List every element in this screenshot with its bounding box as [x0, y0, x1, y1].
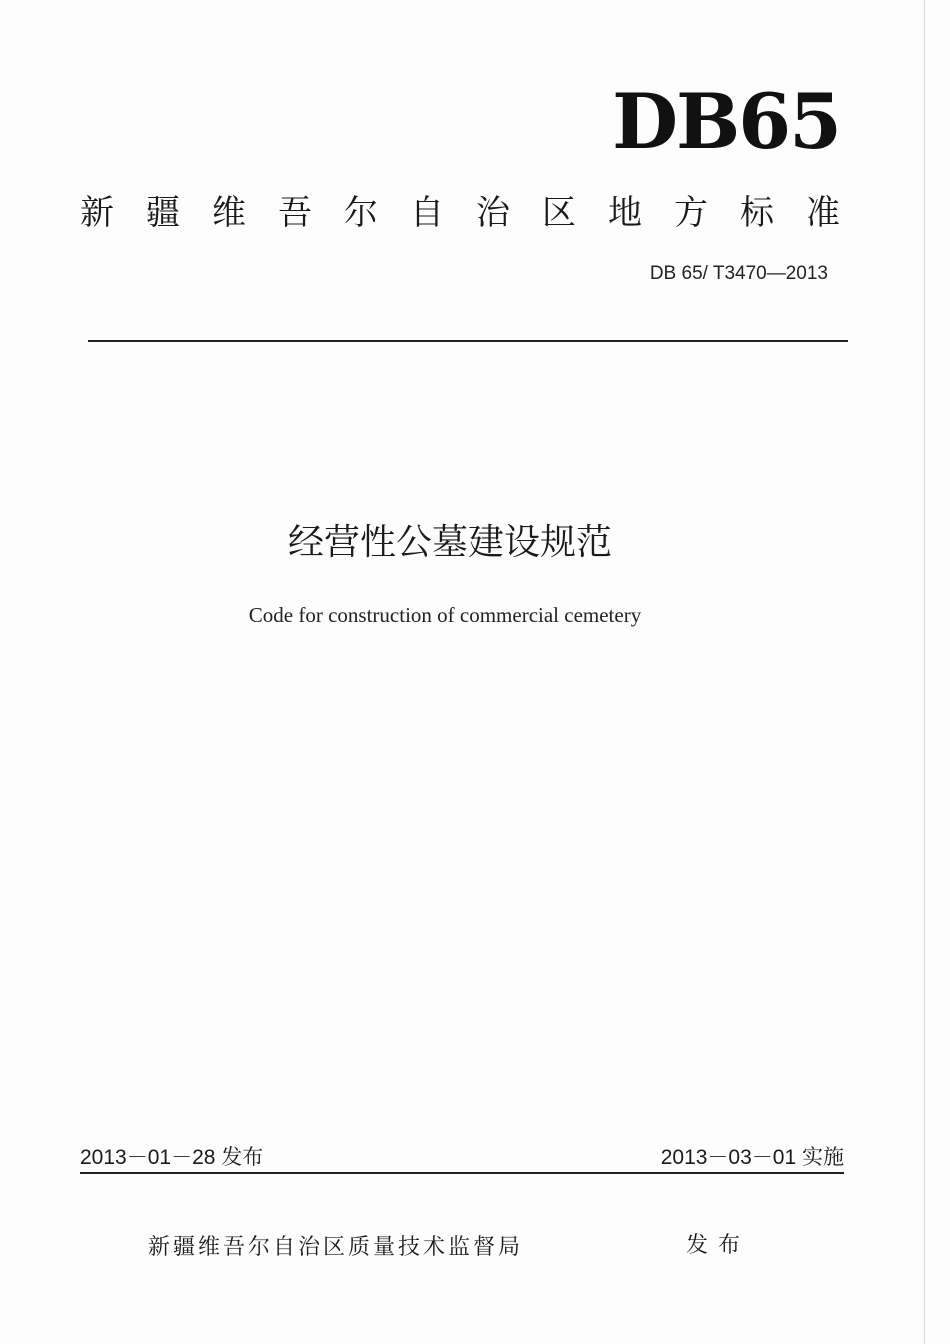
publish-label: 发布: [686, 1233, 751, 1258]
publisher-name: 新疆维吾尔自治区质量技术监督局: [148, 1235, 524, 1260]
db-logo: DB65: [612, 77, 840, 166]
header-divider: [88, 340, 848, 342]
document-title-chinese: 经营性公墓建设规范: [287, 522, 612, 563]
standard-type-heading: 新疆维吾尔自治区地方标准: [80, 193, 872, 233]
scan-edge-line: [924, 0, 925, 1344]
footer-divider: [80, 1172, 844, 1174]
standard-number: DB 65/ T3470—2013: [649, 263, 828, 284]
issue-date: 2013－01－28 发布: [80, 1146, 264, 1169]
implementation-date: 2013－03－01 实施: [660, 1146, 844, 1169]
document-title-english: Code for construction of commercial cemetery: [248, 603, 642, 627]
